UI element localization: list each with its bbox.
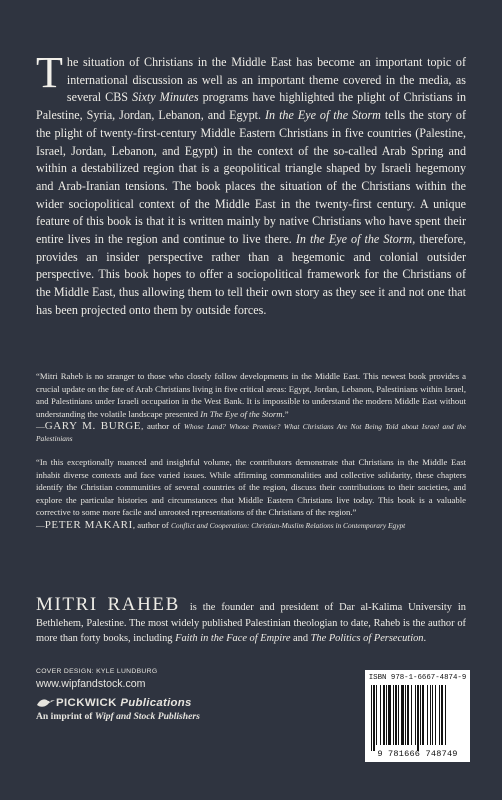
description-text-1: he situation of Christians in the Middle East has become an important topic of international discussion as well as an important theme covered in the media, as several CBS (66, 55, 466, 105)
endorser-name: PETER MAKARI (44, 518, 133, 531)
endorser-book: Conflict and Cooperation: Christian-Muslim Relations in Contemporary Egypt (171, 520, 406, 530)
barcode-bar (373, 685, 375, 751)
barcode-bar (441, 685, 443, 745)
book-description (36, 48, 467, 320)
publisher-website-link[interactable]: www.wipfandstock.com (36, 678, 146, 690)
barcode-bar (415, 685, 416, 745)
author-bio-end: . (423, 633, 427, 645)
barcode-bar (439, 685, 440, 745)
publisher-name-caps: PICKWICK (56, 697, 121, 709)
endorser-book: Whose Land? Whose Promise? What Christians Are Not Being Told about Israel and the Palestinians (36, 422, 467, 443)
barcode-bar (371, 685, 372, 751)
description-text-4: , therefore, provides an insider perspective rather than a hegemonic and colonial outsider perspective. This book hopes to offer a sociopolitical framework for the Christians of the Middle East, thus allowing them to tell their own story as they see it and not one that has been projected onto them by outside forces. (36, 232, 466, 317)
description-book-title-2: In the Eye of the Storm (295, 232, 413, 247)
barcode-bar (376, 685, 377, 745)
endorsement-attribution (36, 421, 466, 444)
barcode-bar (380, 685, 381, 745)
isbn-number: ISBN 978-1-6667-4874-9 (368, 674, 467, 682)
barcode-bar (407, 685, 409, 745)
barcode-bar (393, 685, 394, 745)
barcode-bar (417, 685, 419, 751)
quote-book-title: In The Eye of the Storm (200, 408, 283, 419)
quote-end: .” (282, 408, 289, 419)
publisher-name-italic: Publications (120, 697, 192, 709)
endorsement-quote (36, 370, 466, 420)
author-book-2: The Politics of Persecution (310, 633, 424, 645)
description-book-title: In the Eye of the Storm (265, 108, 381, 123)
endorser-name: GARY M. BURGE (44, 420, 142, 432)
endorsement-attribution (36, 520, 466, 532)
description-text-2: programs have highlighted the plight of Christians in Palestine, Syria, Jordan, Lebanon, and Egypt. (36, 90, 467, 123)
barcode-bar (427, 685, 428, 745)
cover-design-credit: COVER DESIGN: KYLE LUNDBURG (36, 668, 158, 675)
barcode-digits: 9 781666 748749 (377, 749, 458, 759)
author-name: MITRI RAHEB (36, 594, 180, 615)
endorsement-burge (36, 370, 466, 444)
endorsement-quote: “In this exceptionally nuanced and insightful volume, the contributors demonstrate that Christians in the Middle East inhabit diverse contexts and face varied issues. While affirming commonalities and collective solidarity, these chapters identify the Christian communities of several countries of the region, discuss their contributions to their societies, and explore the particular histories and circumstances that Middle Eastern Christians live today. This book is a valuable corrective to some more facile and unrooted representations of the Christians of the region.” (36, 457, 466, 517)
publisher-credits (36, 668, 266, 722)
description-text-3: tells the story of the plight of twenty-first-century Middle Eastern Christians in five countries (Palestine, Israel, Jordan, Lebanon, and Egypt) in the context of the so-called Arab Spring and within a destabilized region that is a geopolitical triangle shaped by Israeli hegemony and Arab-Iranian tensions. The book places the situation of the Christians within the wider sociopolitical context of the Middle East in the twenty-first century. A unique feature of this book is that it is written mainly by native Christians who have spent their entire lives in the region and continue to live there. (36, 108, 466, 247)
endorser-role: , author of (132, 519, 171, 530)
imprint-prefix: An imprint of (36, 711, 95, 722)
barcode-bar (432, 685, 433, 745)
quote-text: “Mitri Raheb is no stranger to those who closely follow developments in the Middle East. This newest book provides a crucial update on the fate of Arab Christians living in five critical areas: Egypt, Jordan, Lebanon, Palestinians within Israel, and Palestinians under Israeli occupation in the West Bank. It is impossible to understand the modern Middle East without understanding the volatile landscape presented (36, 371, 466, 419)
barcode-bar (383, 685, 385, 745)
attribution-dash: — (36, 519, 45, 530)
drop-cap: T (36, 48, 63, 97)
barcode-bar (422, 685, 424, 745)
author-book-1: Faith in the Face of Empire (175, 633, 291, 645)
barcode-bar (405, 685, 406, 745)
author-bio-and: and (290, 633, 311, 645)
barcode-bar (411, 685, 412, 745)
barcode-bar (420, 685, 421, 745)
attribution-dash: — (36, 421, 45, 431)
endorser-role: , author of (141, 421, 184, 431)
description-show-title: Sixty Minutes (132, 90, 199, 105)
barcode-bar (430, 685, 431, 745)
barcode-bar (386, 685, 387, 745)
isbn-barcode (365, 670, 470, 762)
barcode-bar (435, 685, 436, 745)
imprint-line (36, 711, 266, 722)
pickwick-logo-icon (36, 696, 56, 710)
publisher-name (56, 697, 192, 709)
barcode-bars-icon (371, 685, 464, 751)
barcode-bar (388, 685, 391, 745)
author-bio (36, 594, 466, 647)
author-bio-text: is the founder and president of Dar al-Kalima University in Bethlehem, Palestine. The most widely published Palestinian theologian to date, Raheb is the author of more than forty books, including (36, 602, 466, 645)
imprint-publisher: Wipf and Stock Publishers (94, 711, 200, 722)
barcode-bar (401, 685, 404, 745)
barcode-bar (445, 685, 446, 745)
publisher-logo (36, 696, 266, 710)
barcode-bar (398, 685, 399, 745)
barcode-bar (395, 685, 397, 745)
endorsements (36, 370, 466, 531)
endorsement-makari (36, 456, 466, 531)
